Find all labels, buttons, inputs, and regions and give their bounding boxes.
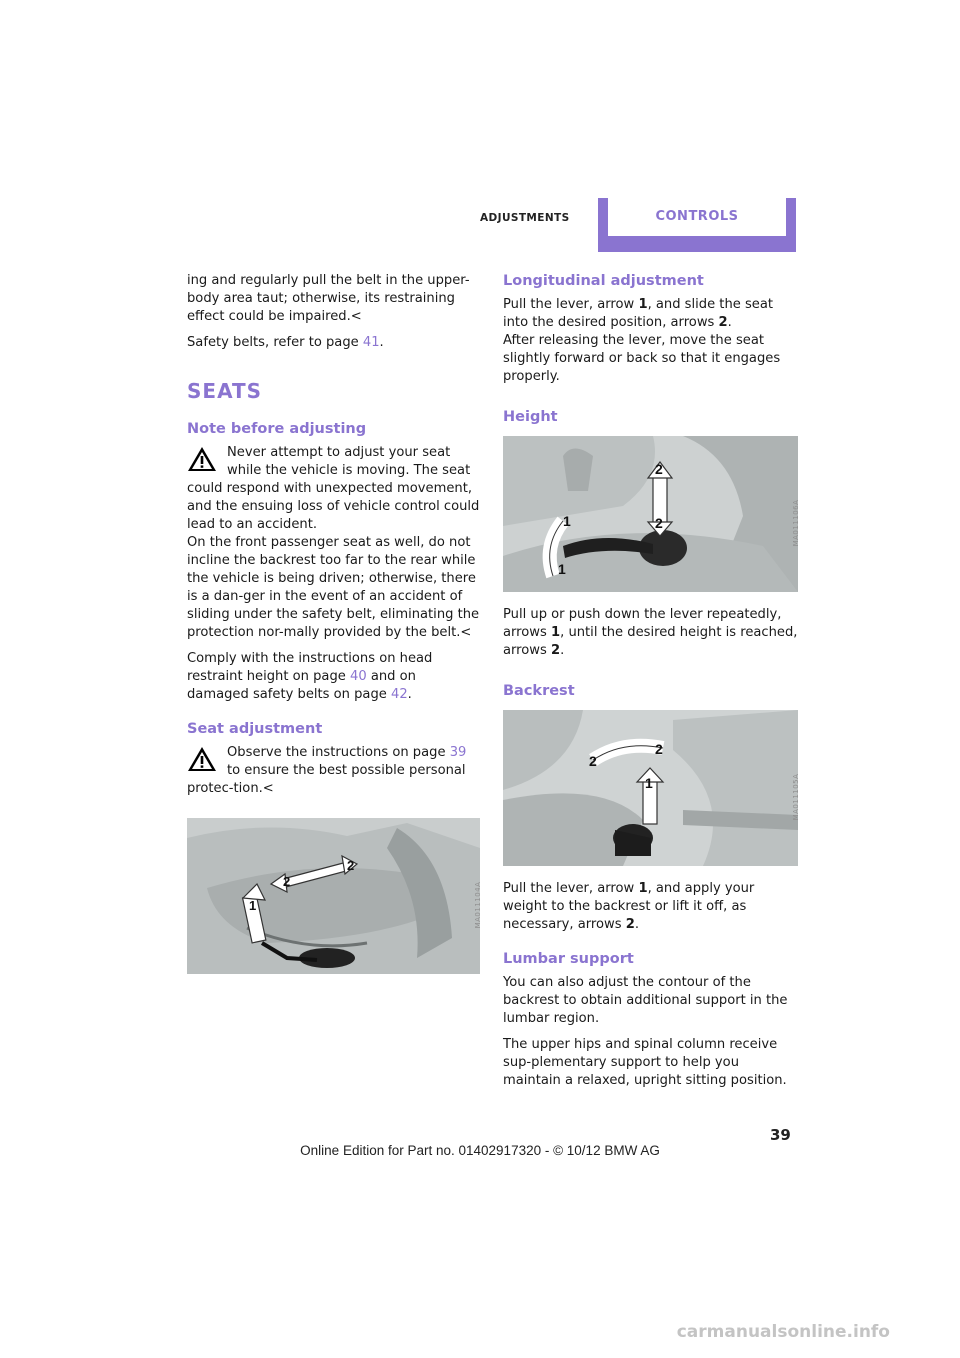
seat-adjustment-heading: Seat adjustment xyxy=(187,721,323,737)
figure-code: MA011104A xyxy=(474,881,482,929)
height-figure xyxy=(503,436,798,592)
page-link[interactable]: 41 xyxy=(362,335,380,350)
svg-text:1: 1 xyxy=(249,898,257,913)
comply-paragraph: Comply with the instructions on head restraint height on page 40 and on damaged safety belts on page 42. xyxy=(187,651,433,702)
page-number: 39 xyxy=(770,1126,791,1144)
svg-text:1: 1 xyxy=(558,561,566,577)
seat-adjustment-warning: Observe the instructions on page 39 to ensure the best possible personal protec-tion.< xyxy=(187,745,467,796)
right-column xyxy=(503,272,798,1098)
svg-text:2: 2 xyxy=(655,741,663,757)
longitudinal-heading: Longitudinal adjustment xyxy=(503,273,704,289)
longitudinal-paragraph-2: After releasing the lever, move the seat slightly forward or back so that it engages properly. xyxy=(503,333,781,384)
chapter-tab-label: CONTROLS xyxy=(655,209,739,224)
figure-code: MA011105A xyxy=(792,773,800,821)
longitudinal-paragraph: Pull the lever, arrow 1, and slide the seat into the desired position, arrows 2. xyxy=(503,297,773,330)
page-link[interactable]: 39 xyxy=(449,745,467,760)
seat-longitudinal-figure xyxy=(187,818,480,974)
chapter-tab xyxy=(598,198,796,252)
page-link[interactable]: 42 xyxy=(390,687,408,702)
seats-heading: SEATS xyxy=(187,379,263,403)
svg-text:2: 2 xyxy=(589,753,597,769)
svg-text:1: 1 xyxy=(563,513,571,529)
svg-text:2: 2 xyxy=(347,858,355,873)
page-link[interactable]: 40 xyxy=(350,669,367,684)
seat-illustration xyxy=(187,818,480,974)
height-illustration xyxy=(503,436,798,592)
height-paragraph: Pull up or push down the lever repeatedly, arrows 1, until the desired height is reached, arrows 2. xyxy=(503,607,798,658)
lumbar-heading: Lumbar support xyxy=(503,951,634,967)
warning-icon xyxy=(187,746,217,772)
svg-text:1: 1 xyxy=(645,775,653,791)
warning-icon xyxy=(187,446,217,472)
backrest-figure xyxy=(503,710,798,866)
note-heading: Note before adjusting xyxy=(187,421,367,437)
note-warning: Never attempt to adjust your seat while the vehicle is moving. The seat could respond with unexpected movement, and the ensuing loss of vehicle control could lead to an accident. On the front passenger seat as well, do not incline the backrest too far to the rear while the vehicle is being driven; otherwise, there is a dan-ger in the event of an accident of sliding under the safety belt, eliminating the protection nor-mally provided by the belt.< xyxy=(187,445,480,640)
height-heading: Height xyxy=(503,409,558,425)
svg-text:2: 2 xyxy=(283,874,291,889)
safety-belts-ref: Safety belts, refer to page 41. xyxy=(187,335,384,350)
lumbar-paragraph-1: You can also adjust the contour of the backrest to obtain additional support in the lumbar region. xyxy=(503,975,788,1026)
svg-text:2: 2 xyxy=(655,461,663,477)
backrest-heading: Backrest xyxy=(503,683,575,699)
lumbar-paragraph-2: The upper hips and spinal column receive sup-plementary support to help you maintain a relaxed, upright sitting position. xyxy=(503,1037,787,1088)
watermark: carmanualsonline.info xyxy=(676,1322,890,1342)
left-column xyxy=(187,272,480,988)
svg-text:2: 2 xyxy=(655,515,663,531)
section-title: ADJUSTMENTS xyxy=(480,212,570,224)
backrest-illustration xyxy=(503,710,798,866)
figure-code: MA011106A xyxy=(792,499,800,547)
intro-paragraph: ing and regularly pull the belt in the upper-body area taut; otherwise, its restraining effect could be impaired.< xyxy=(187,273,470,324)
backrest-paragraph: Pull the lever, arrow 1, and apply your weight to the backrest or lift it off, as necessary, arrows 2. xyxy=(503,881,755,932)
footer-edition: Online Edition for Part no. 01402917320 - © 10/12 BMW AG xyxy=(300,1143,660,1158)
